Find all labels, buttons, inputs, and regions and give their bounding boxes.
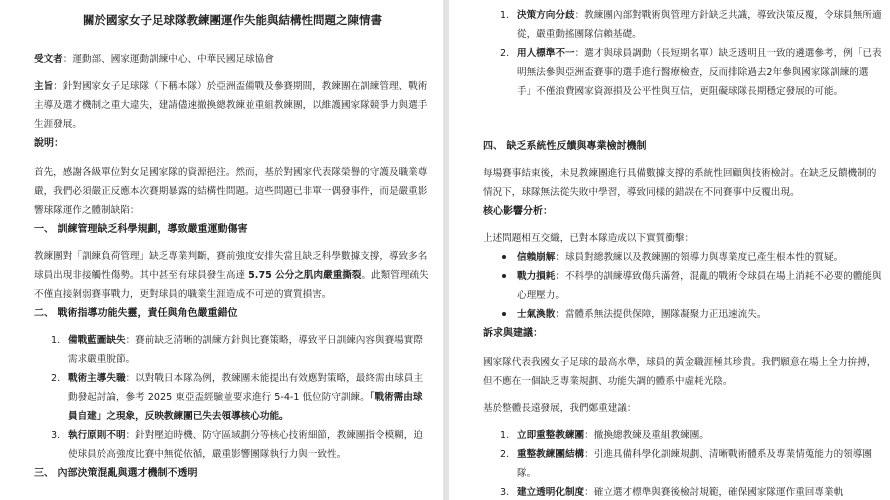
bullet-icon	[502, 255, 506, 259]
list-item-label: 建立透明化制度	[517, 487, 585, 498]
list-item-text: ：賽前缺乏清晰的訓練方針與比賽策略，導致平日訓練內容與賽場實際需求嚴重脫節。	[68, 335, 423, 365]
list-item-label: 用人標準不一	[517, 48, 575, 59]
list-item-number: 2.	[500, 449, 510, 460]
list-item	[483, 267, 882, 305]
list-item-text: ：撤換總教練及重組教練團。	[584, 430, 709, 441]
list-item	[483, 426, 882, 445]
list-item	[34, 426, 431, 464]
list-item	[483, 6, 882, 44]
list-item-text: ：球員對總教練以及教練團的領導力與專業度已產生根本性的質疑。	[555, 252, 844, 263]
document-page-left	[0, 0, 443, 500]
list-item-label: 戰力損耗	[517, 271, 556, 282]
section-3-heading: 三、 內部決策混亂與選才機制不透明	[34, 468, 198, 479]
list-item-text: ：當體系無法提供保障，團隊凝聚力正迅速流失。	[555, 309, 767, 320]
list-item-number: 3.	[51, 430, 61, 441]
section-1-text-bold: 5.75 公分之肌肉嚴重撕裂	[248, 270, 362, 281]
list-item-text: ：教練團內部對戰術與管理方針缺乏共識，導致決策反覆，令球員無所適從，嚴重動搖團隊信賴基礎。	[517, 10, 882, 40]
list-item-label: 信賴崩解	[517, 252, 556, 263]
list-item	[483, 44, 882, 101]
list-item-label: 重整教練團結構	[517, 449, 585, 460]
list-item	[483, 445, 882, 483]
list-item	[483, 305, 882, 324]
appeal-list	[483, 426, 882, 500]
list-item-text: ：選才與球員調動（長短期名單）缺乏透明且一致的遴選參考，例「已表明無法參與亞洲盃賽事的選手進行醫療檢查，反而排除過去2年參與國家隊訓練的選手」不僅浪費國家資源損及公平性與互信，更阻礙球隊長期穩定發展的可能。	[517, 48, 882, 97]
section-1-text-post: 。此類管理疏失不僅直接剝弱賽事戰力，更對球員的職業生涯造成不可逆的實質損害。	[34, 270, 429, 300]
impact-intro: 上述問題相互交織，已對本隊造成以下實質衝擊：	[483, 233, 695, 244]
recipient-label: 受文者	[34, 54, 63, 65]
list-item-label: 備戰藍圖缺失	[68, 335, 126, 346]
bullet-icon	[502, 274, 506, 278]
list-item-number: 2.	[51, 373, 61, 384]
section-1-text-pre: 教練團對「訓練負荷管理」缺乏專業判斷，賽前強度安排失當且缺乏科學數據支撐，導致多名球員出現非接觸性傷勢。其中甚至有球員發生高達	[34, 251, 428, 281]
list-item-bold-text: 「戰術需由球員自建」之現象，反映教練團已失去領導核心功能。	[68, 392, 423, 422]
list-item-text: ：以對戰日本隊為例，教練團未能提出有效應對策略，最終需由球員主動發起討論，參考 2025 東亞盃經驗並要求進行 5-4-1 低位防守訓練。	[68, 373, 423, 403]
list-item-text: ：確立選才標準與賽後檢討規範，確保國家隊運作重回專業軌	[584, 487, 844, 498]
list-item	[34, 369, 431, 426]
appeal-intro: 基於整體長遠發展，我們鄭重建議：	[483, 403, 637, 414]
list-item-label: 立即重整教練團	[517, 430, 585, 441]
explanation-label: 說明：	[34, 138, 64, 149]
appeal-heading: 訴求與建議：	[483, 328, 543, 339]
impact-heading: 核心影響分析：	[483, 206, 553, 217]
recipient-line	[34, 50, 431, 69]
list-item-number: 1.	[500, 10, 510, 21]
subject-text: ：針對國家女子足球隊（下稱本隊）於亞洲盃備戰及參賽期間，教練團在訓練管理、戰術主導及選才機制之重大違失，建請儘速撤換總教練並重組教練團，以維護國家隊競爭力與選手生涯發展。	[34, 81, 428, 130]
section-3-list	[483, 6, 882, 101]
list-item-label: 執行原則不明	[68, 430, 126, 441]
section-1-paragraph	[34, 247, 431, 304]
recipient-text: ：運動部、國家運動訓練中心、中華民國足球協會	[62, 54, 274, 65]
impact-list	[483, 248, 882, 324]
list-item-text: ：針對壓迫時機、防守區域劃分等核心技術細節，教練團指令模糊，迫使球員於高強度比賽中無從依循，嚴重影響團隊執行力與一致性。	[68, 430, 423, 460]
subject-line	[34, 77, 431, 134]
section-2-list	[34, 331, 431, 464]
intro-paragraph: 首先，感謝各級單位對女足國家隊的資源挹注。然而，基於對國家代表隊榮譽的守護及職業尊嚴，我們必須嚴正反應本次賽期暴露的結構性問題。這些問題已非單一偶發事件，而是嚴重影響球隊運作之體制缺陷：	[34, 167, 428, 216]
bullet-icon	[502, 312, 506, 316]
list-item	[483, 483, 882, 500]
document-title: 關於國家女子足球隊教練團運作失能與結構性問題之陳情書	[83, 13, 382, 27]
subject-label: 主旨	[34, 81, 54, 92]
list-item-number: 1.	[51, 335, 61, 346]
document-page-right	[449, 0, 890, 500]
section-2-heading: 二、 戰術指導功能失靈，責任與角色嚴重錯位	[34, 308, 238, 319]
section-4-heading: 四、 缺乏系統性反饋與專業檢討機制	[483, 141, 647, 152]
list-item-number: 1.	[500, 430, 510, 441]
list-item-text: ：不科學的訓練導致傷兵滿營，混亂的戰術令球員在場上消耗不必要的體能與心理壓力。	[517, 271, 882, 301]
list-item-label: 決策方向分歧	[517, 10, 575, 21]
list-item-label: 士氣渙散	[517, 309, 556, 320]
section-4-paragraph: 每場賽事結束後，未見教練團進行具備數據支撐的系統性回顧與技術檢討。在缺乏反饋機制的情況下，球隊無法從失敗中學習，導致同樣的錯誤在不同賽事中反覆出現。	[483, 168, 877, 198]
list-item-number: 2.	[500, 48, 510, 59]
list-item-number: 3.	[500, 487, 510, 498]
list-item	[483, 248, 882, 267]
appeal-paragraph: 國家隊代表我國女子足球的最高水準，球員的黃金職涯極其珍貴。我們願意在場上全力拚搏，但不應在一個缺乏專業規劃、功能失調的體系中虛耗光陰。	[483, 357, 877, 387]
list-item	[34, 331, 431, 369]
section-1-heading: 一、 訓練管理缺乏科學規劃，導致嚴重運動傷害	[34, 224, 248, 235]
list-item-label: 戰術主導失職	[68, 373, 126, 384]
list-item-text: ：引進具備科學化訓練規劃、清晰戰術體系及專業情蒐能力的領導團隊。	[517, 449, 872, 479]
